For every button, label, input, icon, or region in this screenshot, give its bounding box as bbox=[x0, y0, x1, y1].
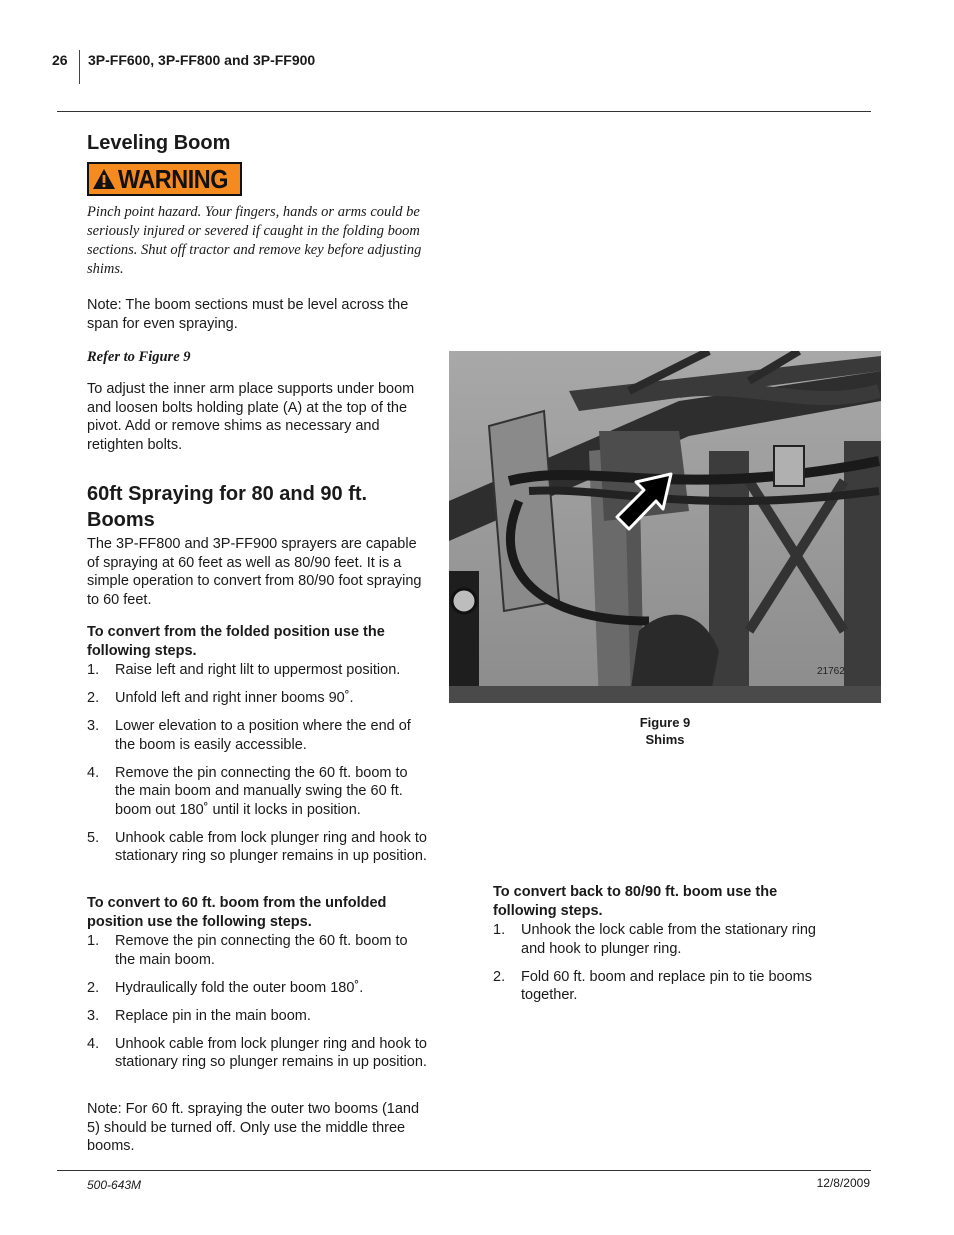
list-item: 2. Unfold left and right inner booms 90˚. bbox=[87, 690, 354, 706]
figure-number: Figure 9 bbox=[639, 715, 691, 730]
list-item: 1. Remove the pin connecting the 60 ft. boom to the main boom. bbox=[87, 933, 408, 968]
spraying-intro: The 3P-FF800 and 3P-FF900 sprayers are capable of spraying at 60 feet as well as 80/90 feet. It is a simple operation to convert from 80/90 foot spraying to 60 feet. bbox=[87, 536, 422, 608]
list-item: 1. Unhook the lock cable from the stationary ring and hook to plunger ring. bbox=[493, 922, 816, 957]
header-rule bbox=[57, 111, 871, 112]
footer-rule bbox=[57, 1170, 871, 1171]
manual-title: 3P-FF600, 3P-FF800 and 3P-FF900 bbox=[88, 52, 316, 68]
doc-number: 500-643M bbox=[87, 1178, 142, 1192]
left-column bbox=[87, 130, 425, 156]
leveling-note: Note: The boom sections must be level across the span for even spraying. bbox=[87, 297, 409, 332]
photo-illustration bbox=[449, 351, 881, 703]
boom-pivot-photo bbox=[449, 351, 881, 703]
unfolded-steps-list bbox=[87, 932, 427, 1081]
sixty-ft-note: Note: For 60 ft. spraying the outer two booms (1and 5) should be turned off. Only use the middle three booms. bbox=[87, 1101, 420, 1154]
list-item: 2. Hydraulically fold the outer boom 180˚. bbox=[87, 979, 364, 996]
list-item: 4. Remove the pin connecting the 60 ft. boom to the main boom and manually swing the 60 ft. boom out 180˚ until it locks in position. bbox=[87, 764, 408, 818]
spraying-heading bbox=[87, 481, 425, 533]
list-item: 1. Raise left and right lilt to uppermost position. bbox=[87, 662, 401, 678]
convert-back-steps-list bbox=[493, 921, 838, 1014]
folded-steps-heading: To convert from the folded position use the following steps. bbox=[87, 624, 385, 659]
leveling-paragraph: To adjust the inner arm place supports under boom and loosen bolts holding plate (A) at the top of the pivot. Add or remove shims as necessary and retighten bolts. bbox=[87, 381, 415, 453]
page-number: 26 bbox=[52, 52, 68, 68]
folded-steps-list bbox=[87, 661, 427, 875]
unfolded-steps-heading: To convert to 60 ft. boom from the unfolded position use the following steps. bbox=[87, 895, 387, 930]
list-item: 3. Lower elevation to a position where the end of the boom is easily accessible. bbox=[87, 718, 411, 753]
spraying-heading-line2: Booms bbox=[87, 509, 155, 531]
list-item: 4. Unhook cable from lock plunger ring and hook to stationary ring so plunger remains in up position. bbox=[87, 1035, 427, 1070]
header-divider bbox=[79, 50, 80, 84]
warning-sign bbox=[87, 162, 242, 196]
figure-title: Shims bbox=[645, 732, 685, 747]
warning-text: Pinch point hazard. Your fingers, hands or arms could be seriously injured or severed if caught in the folding boom sections. Shut off tractor and remove key before adjusting shims. bbox=[87, 204, 422, 277]
list-item: 2. Fold 60 ft. boom and replace pin to tie booms together. bbox=[493, 968, 812, 1003]
list-item: 3. Replace pin in the main boom. bbox=[87, 1007, 311, 1024]
photo-id: 21762 bbox=[817, 666, 845, 677]
warning-label: WARNING bbox=[117, 164, 228, 194]
list-item: 5. Unhook cable from lock plunger ring and hook to stationary ring so plunger remains in up position. bbox=[87, 829, 427, 864]
warning-triangle-icon bbox=[92, 164, 117, 194]
spraying-heading-line1: 60ft Spraying for 80 and 90 ft. bbox=[87, 483, 368, 505]
figure-caption bbox=[565, 714, 765, 748]
leveling-boom-heading: Leveling Boom bbox=[87, 132, 231, 154]
footer-date: 12/8/2009 bbox=[816, 1176, 870, 1190]
figure-reference: Refer to Figure 9 bbox=[87, 349, 191, 365]
convert-back-heading: To convert back to 80/90 ft. boom use the following steps. bbox=[493, 884, 778, 919]
